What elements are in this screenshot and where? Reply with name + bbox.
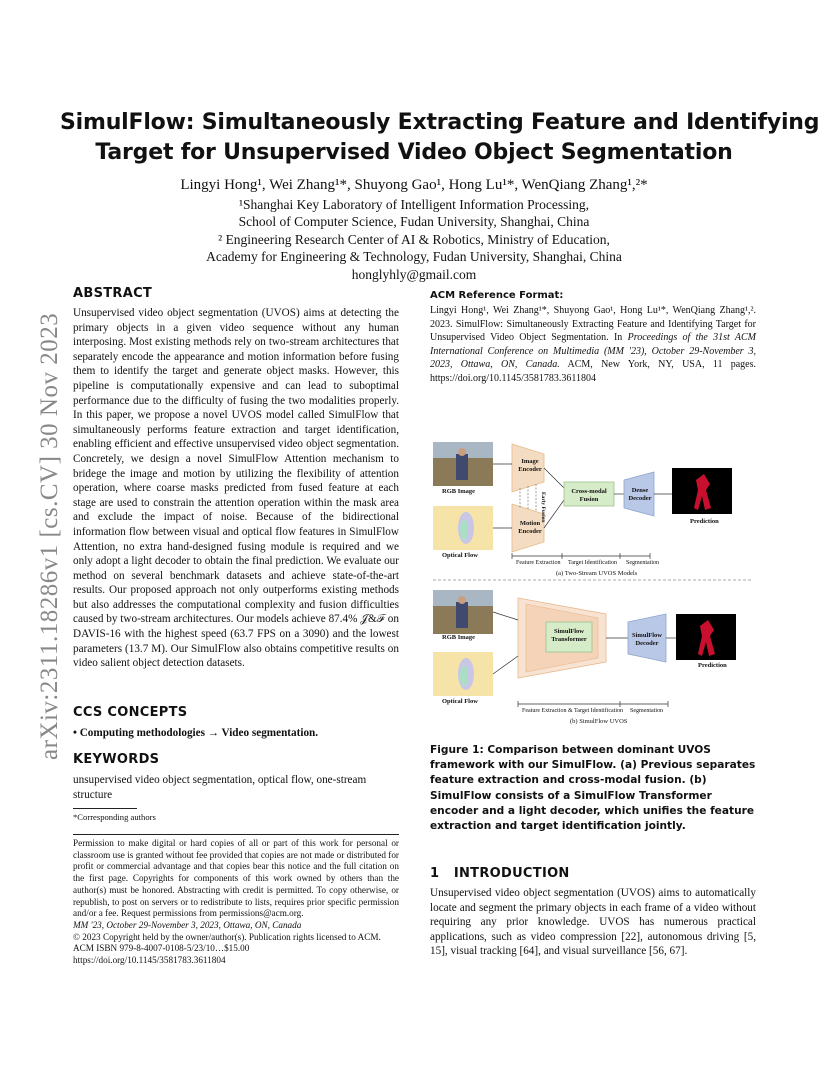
permission-block	[73, 838, 399, 967]
isbn-line: ACM ISBN 979-8-4007-0108-5/23/10…$15.00	[73, 943, 250, 954]
intro-title: INTRODUCTION	[453, 866, 570, 881]
permission-rule	[73, 834, 399, 835]
prediction-label-a: Prediction	[690, 518, 719, 525]
subcaption-a: (a) Two-Stream UVOS Models	[556, 570, 638, 577]
subcaption-b: (b) SimulFlow UVOS	[570, 718, 628, 725]
affiliation-line: School of Computer Science, Fudan University, Shanghai, China	[238, 214, 590, 230]
stage-segmentation-b: Segmentation	[630, 708, 663, 714]
stage-target-identification: Target Identification	[568, 560, 617, 566]
stage-segmentation-a: Segmentation	[626, 560, 659, 566]
affiliation-line: Academy for Engineering & Technology, Fudan University, Shanghai, China	[206, 249, 622, 265]
title-line-1: SimulFlow: Simultaneously Extracting Feature and Identifying	[60, 110, 820, 135]
contact-email: honglyhly@gmail.com	[351, 266, 477, 282]
acm-ref-text	[430, 304, 756, 385]
intro-number: 1	[430, 866, 440, 881]
stage-fe-ti: Feature Extraction & Target Identification	[522, 708, 623, 714]
acm-ref-part2: ACM, New York, NY, USA, 11 pages. https://doi.org/10.1145/3581783.3611804	[430, 359, 756, 384]
stage-feature-extraction: Feature Extraction	[516, 560, 561, 566]
intro-heading	[430, 866, 756, 881]
figure-diagram	[428, 438, 758, 730]
footnote-rule	[73, 808, 137, 809]
image-encoder-label: Image Encoder	[518, 458, 542, 473]
conference-line: MM '23, October 29-November 3, 2023, Ottawa, ON, Canada	[73, 919, 302, 930]
ccs-item: • Computing methodologies → Video segmentation.	[73, 727, 319, 739]
ccs-heading: CCS CONCEPTS	[73, 705, 188, 720]
cross-modal-label: Cross-modal Fusion	[571, 488, 607, 503]
ccs-section	[73, 705, 399, 741]
flow-label-b: Optical Flow	[442, 698, 478, 705]
permission-text: Permission to make digital or hard copies of all or part of this work for personal or classroom use is granted without fee provided that copies are not made or distributed for profit or commercial advantage and that copies bear this notice and the full citation on the first page. Copyrights for components of this work owned by others than the author(s) must be honored. Abstracting with credit is permitted. To copy otherwise, or republish, to post on servers or to redistribute to lists, requires prior specific permission and/or a fee. Request permissions from permissions@acm.org.	[73, 838, 399, 919]
affiliations	[60, 196, 768, 283]
abstract-heading	[73, 286, 399, 301]
figure-caption: Figure 1: Comparison between dominant UVOS framework with our SimulFlow. (a) Previous separates feature extraction and cross-modal fusion. (b) SimulFlow consists of a SimulFlow Transformer encoder and a light decoder, which unifies the feature extraction and target identification jointly.	[430, 744, 756, 833]
acm-ref-heading: ACM Reference Format:	[430, 290, 564, 301]
intro-body: Unsupervised video object segmentation (UVOS) aims to automatically locate and segment the primary objects in each frame of a video without requiring any prior knowledge. UVOS has numerous practical applications, such as video compression [22], autonomous driving [5, 15], visual tracking [64], and visual surveillance [56, 67].	[430, 887, 756, 958]
motion-encoder-label: Motion Encoder	[518, 520, 542, 535]
simulflow-transformer-label: SimulFlow Transformer	[551, 628, 587, 643]
arxiv-stamp: arXiv:2311.18286v1 [cs.CV] 30 Nov 2023	[36, 312, 63, 760]
acm-ref-venue: Proceedings of the 31st ACM International Conference on Multimedia (MM '23), October 29-November 3, 2023, Ottawa, ON, Canada.	[430, 332, 756, 370]
flow-label-a: Optical Flow	[442, 552, 478, 559]
prediction-label-b: Prediction	[698, 662, 727, 669]
figure-1	[428, 438, 758, 730]
footnote: *Corresponding authors	[73, 812, 156, 822]
rgb-label-b: RGB Image	[442, 634, 476, 641]
copyright-line: © 2023 Copyright held by the owner/author(s). Publication rights licensed to ACM.	[73, 931, 381, 942]
affiliation-line: ¹Shanghai Key Laboratory of Intelligent Information Processing,	[238, 197, 590, 212]
paper-title	[60, 108, 820, 168]
rgb-label-a: RGB Image	[442, 488, 476, 495]
early-fusion-label: Early Fusion	[540, 492, 546, 523]
author-list: Lingyi Hong¹, Wei Zhang¹*, Shuyong Gao¹, Hong Lu¹*, WenQiang Zhang¹,²*	[180, 177, 648, 193]
dense-decoder-label: Dense Decoder	[628, 487, 652, 502]
affiliation-line: ² Engineering Research Center of AI & Robotics, Ministry of Education,	[218, 231, 610, 247]
simulflow-decoder-label: SimulFlow Decoder	[632, 632, 662, 647]
abstract-body: Unsupervised video object segmentation (UVOS) aims at detecting the primary objects in a given video sequence without any human interposing. Most existing methods rely on two-stream architectures that separately encode the appearance and motion information before fusing them to identify the target and generate object masks. However, this pipeline is computationally expensive and can lead to suboptimal performance due to the difficulty of fusing the two modalities properly. In this paper, we propose a novel UVOS model called SimulFlow that simultaneously performs feature extraction and target identification, enabling efficient and effective unsupervised video object segmentation. Concretely, we design a novel SimulFlow Attention mechanism to bridege the image and motion by utilizing the flexibility of attention operation, where coarse masks predicted from fused feature at each stage are used to constrain the attention operation within the mask area and exclude the impact of noise. Because of the bidirectional information flow between visual and optical flow features in SimulFlow Attention, no extra hand-designed fusing module is required and we only adopt a light decoder to obtain the final prediction. We evaluate our method on several benchmark datasets and achieve state-of-the-art results. Our proposed approach not only outperforms existing methods but also addresses the computational complexity and fusion difficulties caused by two-stream architectures. Our models achieve 87.4% 𝒥&ℱ on DAVIS-16 with the highest speed (63.7 FPS on a 3090) and the lowest parameters (13.7 M). Our SimulFlow also obtains competitive results on video salient object detection datasets.	[73, 307, 399, 670]
keywords-heading: KEYWORDS	[73, 752, 160, 767]
abstract-title: ABSTRACT	[73, 286, 153, 301]
keywords-section	[73, 752, 399, 802]
doi-line: https://doi.org/10.1145/3581783.3611804	[73, 955, 226, 966]
acm-ref-part1: Lingyi Hong¹, Wei Zhang¹*, Shuyong Gao¹, Hong Lu¹*, WenQiang Zhang¹,². 2023. SimulFlow: Simultaneously Extracting Feature and Identifying Target for Unsupervised Video Object Segmentation. In	[430, 305, 756, 343]
title-line-2: Target for Unsupervised Video Object Segmentation	[95, 140, 733, 165]
keywords-text: unsupervised video object segmentation, optical flow, one-stream structure	[73, 774, 367, 801]
